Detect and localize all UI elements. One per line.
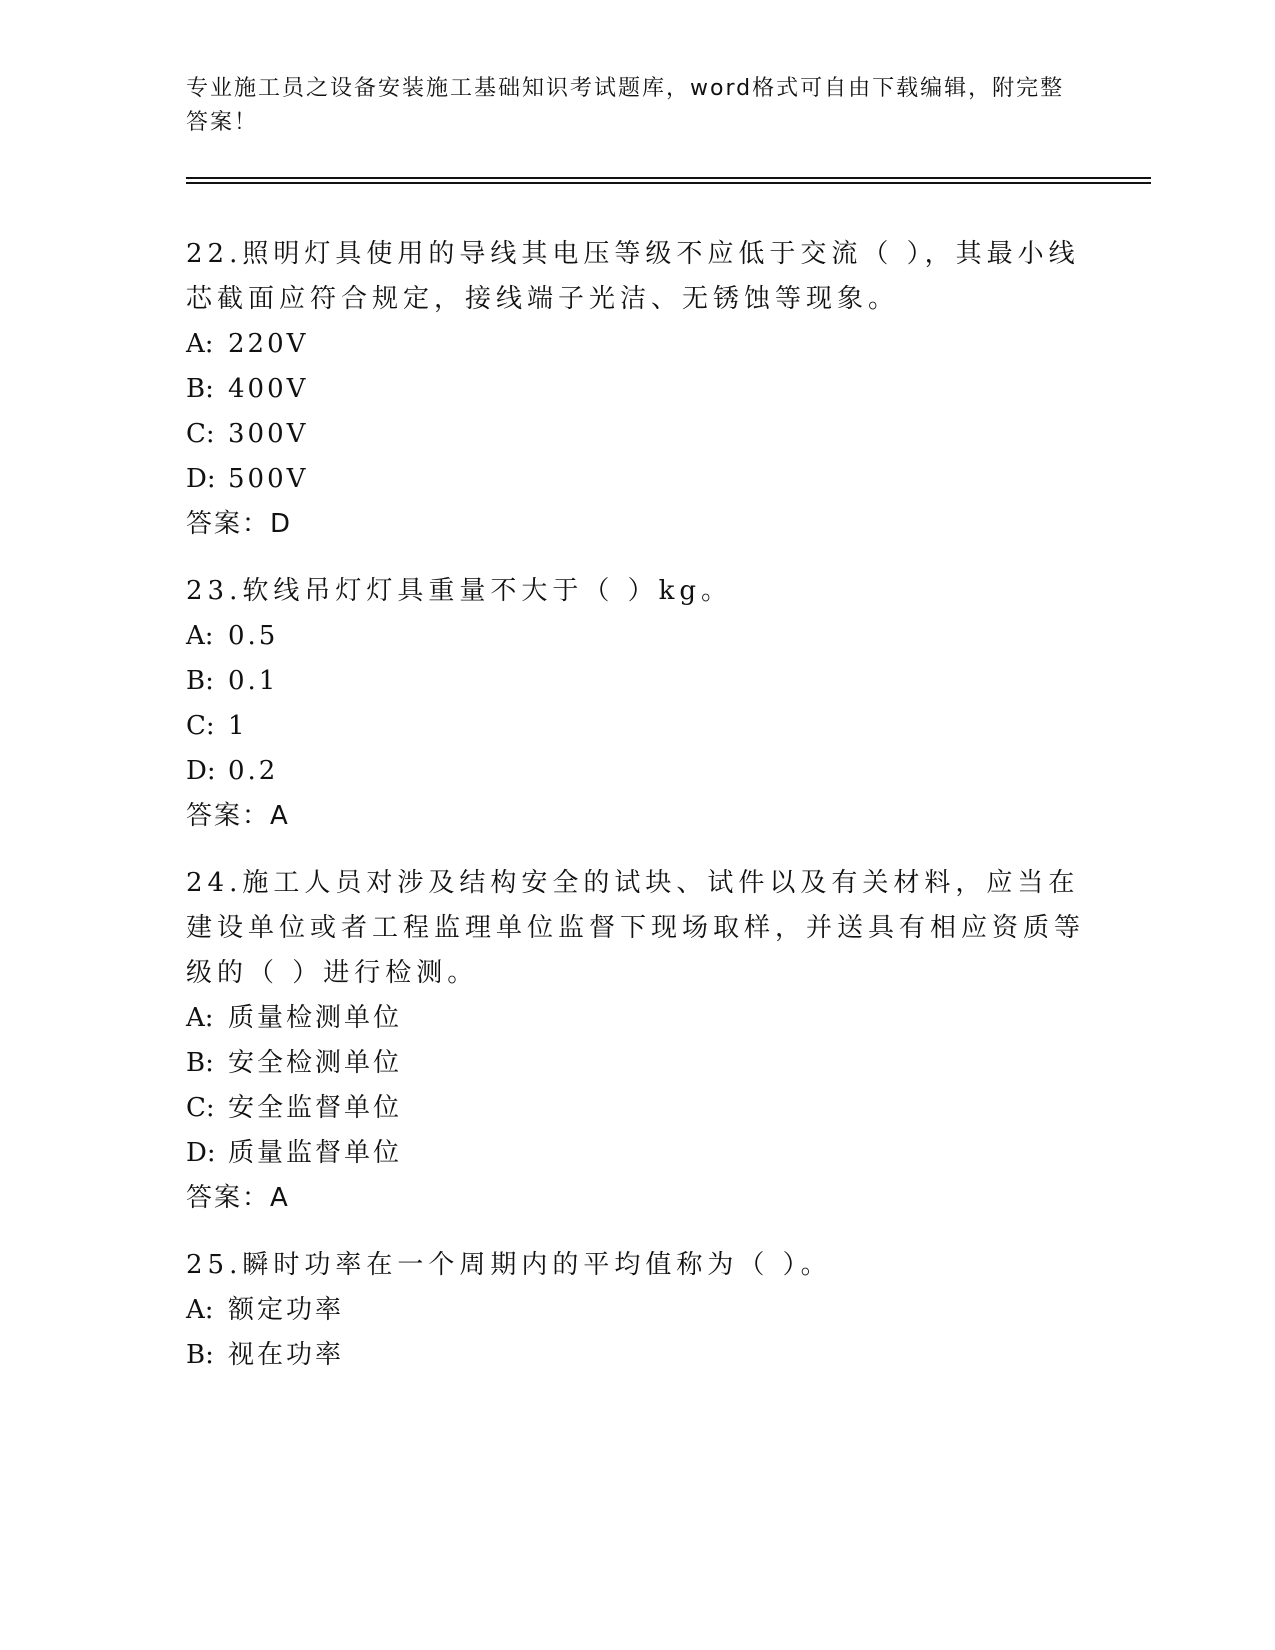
option-label: C: — [186, 419, 215, 449]
option-a — [186, 322, 1086, 367]
option-value: 300V — [228, 419, 309, 449]
option-c — [186, 704, 1086, 749]
option-label: D: — [186, 1138, 216, 1168]
option-d — [186, 1131, 1086, 1176]
option-value: 400V — [228, 374, 309, 404]
option-value: 220V — [228, 329, 309, 359]
option-label: B: — [186, 1048, 214, 1078]
option-value: 0.2 — [228, 756, 279, 786]
option-b — [186, 1041, 1086, 1086]
header-divider-top — [186, 177, 1151, 179]
option-value: 1 — [228, 711, 248, 741]
option-c — [186, 412, 1086, 457]
option-value: 质量检测单位 — [228, 1003, 403, 1033]
option-value: 安全监督单位 — [228, 1093, 403, 1123]
option-label: D: — [186, 756, 216, 786]
option-b — [186, 367, 1086, 412]
answer-line: 答案：A — [186, 1183, 290, 1213]
option-label: B: — [186, 666, 214, 696]
option-label: D: — [186, 464, 216, 494]
question-list — [186, 232, 1086, 1400]
answer-line: 答案：A — [186, 801, 290, 831]
option-label: B: — [186, 374, 214, 404]
question-text: 23.软线吊灯灯具重量不大于（ ）kg。 — [186, 576, 733, 606]
option-value: 0.1 — [228, 666, 279, 696]
option-value: 0.5 — [228, 621, 279, 651]
option-value: 质量监督单位 — [228, 1138, 403, 1168]
option-label: A: — [186, 621, 214, 651]
option-label: B: — [186, 1340, 214, 1370]
question-24 — [186, 861, 1086, 1221]
header-divider-bottom — [186, 182, 1151, 184]
document-header: 专业施工员之设备安装施工基础知识考试题库，word格式可自由下载编辑，附完整答案！ — [186, 76, 1065, 135]
option-label: A: — [186, 1295, 214, 1325]
option-value: 视在功率 — [228, 1340, 345, 1370]
option-b — [186, 659, 1086, 704]
question-22 — [186, 232, 1086, 547]
option-value: 安全检测单位 — [228, 1048, 403, 1078]
question-text: 24.施工人员对涉及结构安全的试块、试件以及有关材料，应当在建设单位或者工程监理单位监督下现场取样，并送具有相应资质等级的（ ）进行检测。 — [186, 868, 1086, 988]
option-label: A: — [186, 1003, 214, 1033]
question-text: 25.瞬时功率在一个周期内的平均值称为（ ）。 — [186, 1250, 832, 1280]
answer-line: 答案：D — [186, 509, 293, 539]
option-a — [186, 996, 1086, 1041]
option-d — [186, 457, 1086, 502]
option-label: C: — [186, 711, 215, 741]
question-text: 22.照明灯具使用的导线其电压等级不应低于交流（ ），其最小线芯截面应符合规定，接线端子光洁、无锈蚀等现象。 — [186, 239, 1080, 314]
question-25 — [186, 1243, 1086, 1378]
option-label: C: — [186, 1093, 215, 1123]
option-a — [186, 614, 1086, 659]
option-d — [186, 749, 1086, 794]
option-value: 500V — [228, 464, 309, 494]
option-c — [186, 1086, 1086, 1131]
option-b — [186, 1333, 1086, 1378]
option-a — [186, 1288, 1086, 1333]
option-value: 额定功率 — [228, 1295, 345, 1325]
question-23 — [186, 569, 1086, 839]
option-label: A: — [186, 329, 214, 359]
